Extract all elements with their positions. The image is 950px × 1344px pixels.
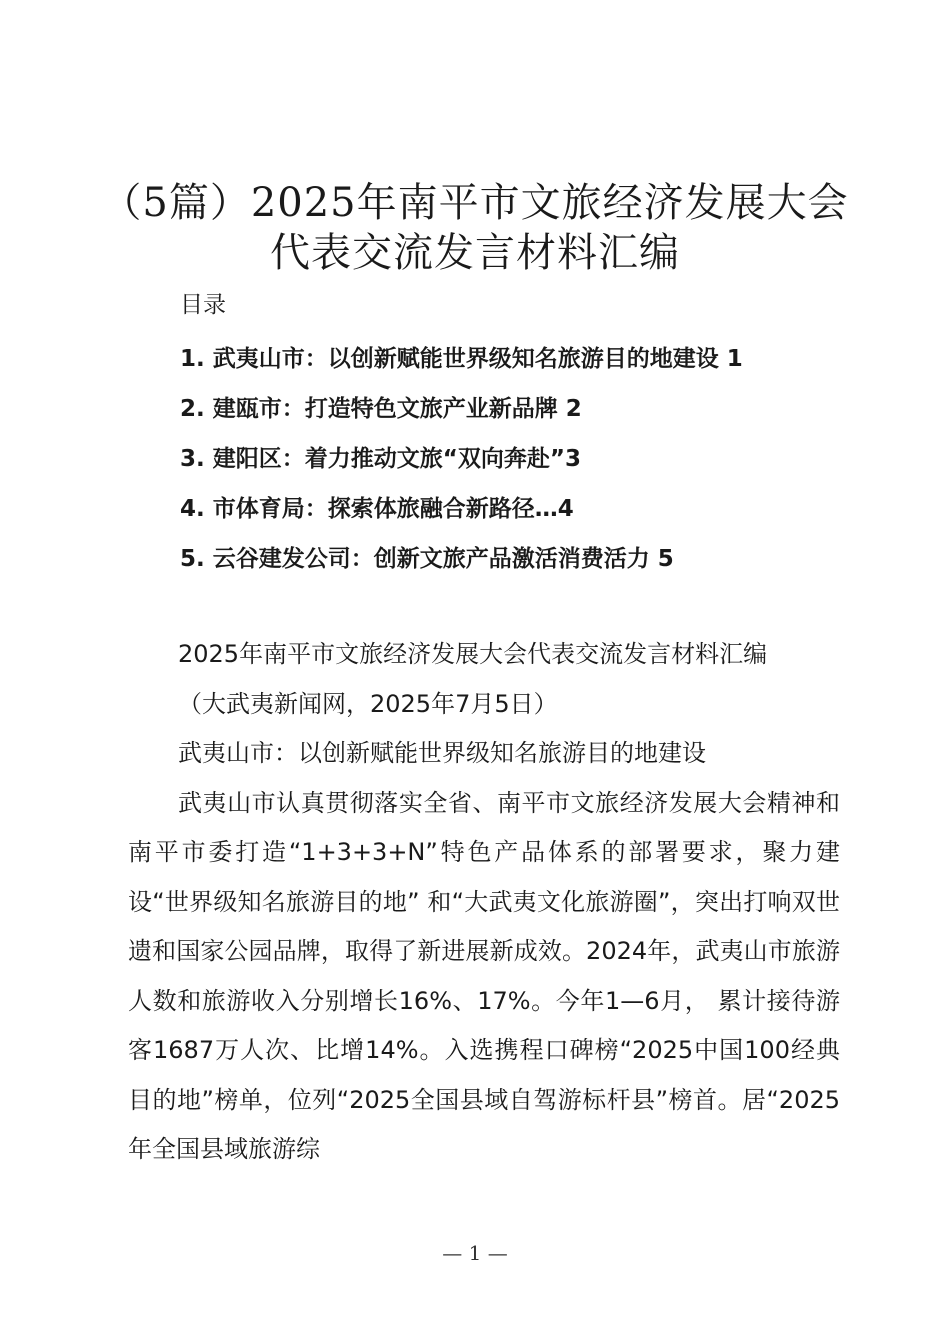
toc-item[interactable]: 2. 建瓯市：打造特色文旅产业新品牌 2 [180, 396, 582, 422]
body-paragraph: 武夷山市认真贯彻落实全省、南平市文旅经济发展大会精神和南平市委打造“1+3+3+N”特色产品体系的部署要求，聚力建设“世界级知名旅游目的地” 和“大武夷文化旅游圈”，突出打响双世遗和国家公园品牌，取得了新进展新成效。2024年，武夷山市旅游人数和旅游收入分别增长16%、17%。今年1—6月， 累计接待游客1687万人次、比增14%。入选携程口碑榜“2025中国100经典目的地”榜单，位列“2025全国县域自驾游标杆县”榜首。居“2025年全国县域旅游综 [128, 788, 840, 1163]
title-line-1: （5篇）2025年南平市文旅经济发展大会 [101, 180, 849, 226]
toc-item[interactable]: 4. 市体育局：探索体旅融合新路径…4 [180, 496, 574, 522]
toc-item[interactable]: 1. 武夷山市：以创新赋能世界级知名旅游目的地建设 1 [180, 346, 743, 372]
toc-heading: 目录 [180, 292, 226, 318]
toc-item[interactable]: 5. 云谷建发公司：创新文旅产品激活消费活力 5 [180, 546, 674, 572]
document-body [128, 630, 840, 1175]
toc-item[interactable]: 3. 建阳区：着力推动文旅“双向奔赴”3 [180, 446, 581, 472]
title-line-2: 代表交流发言材料汇编 [270, 230, 680, 276]
table-of-contents [180, 334, 743, 584]
document-title [60, 178, 890, 278]
body-doc-title: 2025年南平市文旅经济发展大会代表交流发言材料汇编 [178, 640, 768, 668]
section-title: 武夷山市：以创新赋能世界级知名旅游目的地建设 [178, 739, 706, 767]
page-number: — 1 — [442, 1241, 508, 1265]
body-source-line: （大武夷新闻网，2025年7月5日） [178, 689, 558, 718]
